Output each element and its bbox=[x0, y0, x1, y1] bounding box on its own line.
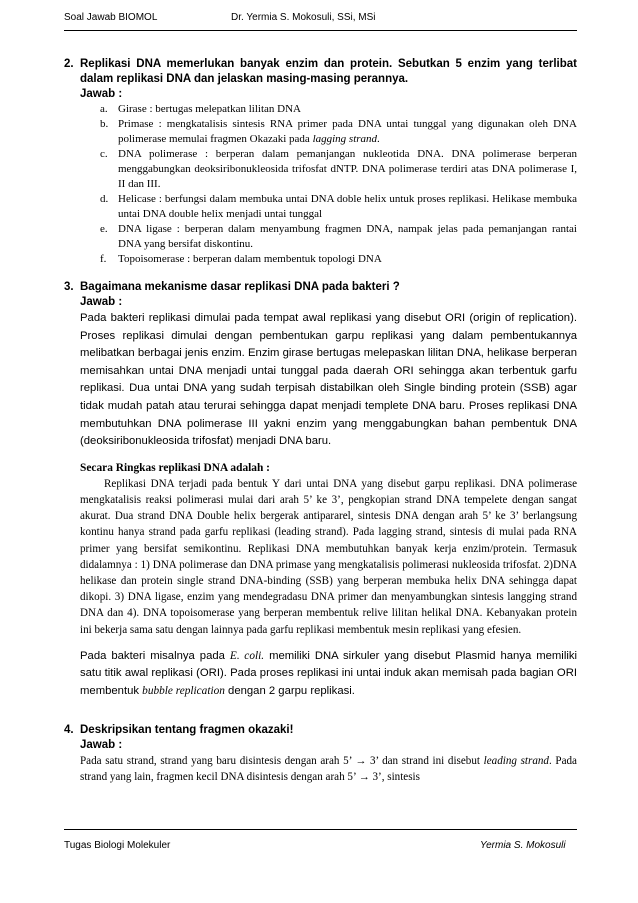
question-3 bbox=[64, 280, 577, 701]
footer-rule bbox=[64, 829, 577, 830]
page-header bbox=[64, 12, 577, 27]
answer-label: Jawab : bbox=[80, 88, 123, 100]
answer-paragraph: Pada satu strand, strand yang baru disintesis dengan arah 5’ → 3’ dan strand ini disebut leading strand. Pada strand yang lain, fragmen kecil DNA disintesis dengan arah 5’ → 3’, sintesis bbox=[80, 754, 577, 783]
question-number: 2. bbox=[64, 58, 74, 70]
footer-right: Yermia S. Mokosuli bbox=[480, 840, 566, 851]
bacteria-paragraph: Pada bakteri misalnya pada E. coli. memiliki DNA sirkuler yang disebut Plasmid hanya memiliki satu titik awal replikasi (ORI). Pada proses replikasi ini untai induk akan memisah pada bagian ORI membentuk bubble replication dengan 2 garpu replikasi. bbox=[80, 649, 577, 697]
question-2 bbox=[64, 57, 577, 267]
footer-left: Tugas Biologi Molekuler bbox=[64, 840, 171, 851]
list-item: a. Girase : bertugas melepatkan lilitan DNA bbox=[100, 103, 301, 115]
summary-title: Secara Ringkas replikasi DNA adalah : bbox=[80, 461, 270, 474]
question-text: Bagaimana mekanisme dasar replikasi DNA pada bakteri ? bbox=[80, 281, 400, 293]
question-4 bbox=[64, 723, 577, 785]
answer-label: Jawab : bbox=[80, 738, 123, 751]
header-center: Dr. Yermia S. Mokosuli, SSi, MSi bbox=[231, 12, 376, 23]
list-item: c. DNA polimerase : berperan dalam pemanjangan nukleotida DNA. DNA polimerase berperan menggabungkan deoksiribonukleosida trifosfat dNTP. DNA polimerase terdiri atas DNA polimerase I, II dan III. bbox=[100, 148, 577, 190]
question-number: 4. bbox=[64, 723, 74, 736]
question-text: Deskripsikan tentang fragmen okazaki! bbox=[80, 723, 294, 736]
answer-paragraph: Pada bakteri replikasi dimulai pada tempat awal replikasi yang disebut ORI (origin of replication). Proses replikasi dimulai dengan pembentukan garpu replikasi yang dalam pembentukannya melibatkan berbagai jenis enzim. Enzim girase bertugas melepaskan lilitan DNA, helikase berperan memisahkan untai DNA menjadi untai tunggal pada daerah ORI sehingga akan terbentuk garfu replikasi. Dua untai DNA yang sudah terpisah distabilkan oleh Single binding protein (SSB) agar tidak mudah patah atau terurai sehingga dapat menjadi templete DNA baru. Proses replikasi DNA membutuhkan DNA polimerase III yakni enzim yang menggabungkan bahan pembentuk DNA (deoksiribonukleosida trifosfat) menjadi DNA baru. bbox=[80, 312, 577, 448]
question-number: 3. bbox=[64, 281, 74, 293]
question-text: Replikasi DNA memerlukan banyak enzim dan protein. Sebutkan 5 enzim yang terlibat dalam replikasi DNA dan jelaskan masing-masing perannya. bbox=[80, 58, 577, 85]
list-item: e. DNA ligase : berperan dalam menyambung fragmen DNA, nampak jelas pada pemanjangan rantai DNA yang bersifat diskontinu. bbox=[100, 223, 577, 250]
list-item: b. Primase : mengkatalisis sintesis RNA primer pada DNA untai tunggal yang digunakan oleh DNA polimerase memulai fragmen Okazaki pada lagging strand. bbox=[100, 118, 577, 145]
header-left: Soal Jawab BIOMOL bbox=[64, 12, 158, 23]
answer-label: Jawab : bbox=[80, 296, 123, 308]
document-body bbox=[64, 57, 577, 785]
enzyme-list bbox=[80, 102, 577, 267]
header-rule bbox=[64, 30, 577, 31]
summary-paragraph: Replikasi DNA terjadi pada bentuk Y dari untai DNA yang disebut garpu replikasi. DNA polimerase mengkatalisis reaksi polimerasi mulai dari arah 5’ ke 3’, pengkopian strand DNA tempelete dengan sangat akurat. Dua strand DNA Double helix bergerak antipararel, sintesis DNA dengan arah 5’ ke 3’ berlangsung kontinu hanya strand pada garfu replikasi (leading strand). Pada lagging strand, sintesis di mulai pada RNA primer yang bersifat semikontinu. Replikasi DNA membutuhkan banyak kerja enzim/protein. Termasuk didalamnya : 1) DNA polimerase dan DNA primase yang mengkatalisis polimerasi nukleosida trifosfat. 2)DNA helikase dan protein single strand DNA-binding (SSB) yang berperan membuka helix DNA sehingga dapat dikopi. 3) DNA ligase, enzim yang mendegradasu DNA primer dan menyambungkan sintesis langging strand DNA dan 4). DNA topoisomerase yang berperan membentuk relive lilitan helikal DNA. Kebanyakan protein ini bekerja sama satu dengan lainnya pada garfu replikasi membentuk mesin replikasi yang efesien. bbox=[80, 477, 577, 636]
list-item: f. Topoisomerase : berperan dalam membentuk topologi DNA bbox=[100, 253, 382, 265]
list-item: d. Helicase : berfungsi dalam membuka untai DNA doble helix untuk proses replikasi. Helikase membuka untai DNA double helix menjadi untai tunggal bbox=[100, 193, 577, 220]
